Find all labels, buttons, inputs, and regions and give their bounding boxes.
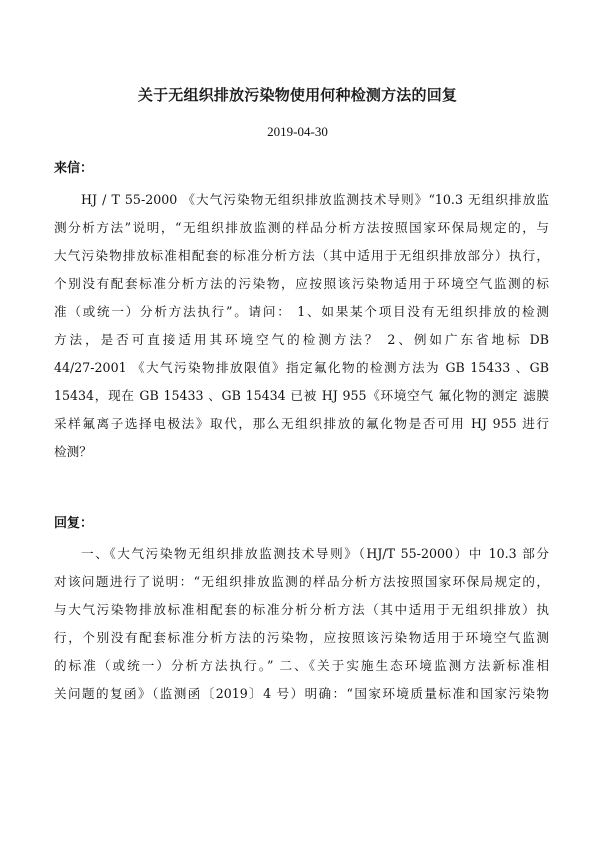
letter-body bbox=[54, 186, 549, 466]
text-line: 大气污染物排放标准相配套的标准分析方法（其中适用于无组织排放部分）执行， bbox=[54, 248, 549, 263]
text-line: HJ / T 55-2000 《大气污染物无组织排放监测技术导则》“10.3 无组织排放监 bbox=[81, 192, 549, 207]
document-date: 2019-04-30 bbox=[267, 124, 328, 139]
text-line: 行，个别没有配套标准分析方法的污染物，应按照该污染物适用于环境空气监测 bbox=[54, 630, 549, 645]
text-line: 测分析方法”说明，“无组织排放监测的样品分析方法按照国家环保局规定的，与 bbox=[54, 220, 549, 235]
document-title: 关于无组织排放污染物使用何种检测方法的回复 bbox=[137, 86, 458, 104]
text-line: 准（或统一）分析方法执行”。请问： 1、如果某个项目没有无组织排放的检测 bbox=[54, 304, 549, 319]
text-line: 采样氟离子选择电极法》取代，那么无组织排放的氟化物是否可用 HJ 955 进行 bbox=[54, 416, 549, 431]
text-line: 方法，是否可直接适用其环境空气的检测方法？ 2、例如广东省地标 DB bbox=[54, 332, 549, 347]
letter-heading: 来信： bbox=[54, 161, 94, 176]
text-line: 的标准（或统一）分析方法执行。” 二、《关于实施生态环境监测方法新标准相 bbox=[54, 658, 549, 673]
text-line: 与大气污染物排放标准相配套的标准分析分析方法（其中适用于无组织排放）执 bbox=[54, 602, 549, 617]
reply-body bbox=[54, 540, 549, 708]
text-line: 个别没有配套标准分析方法的污染物，应按照该污染物适用于环境空气监测的标 bbox=[54, 276, 549, 291]
text-line: 对该问题进行了说明：“无组织排放监测的样品分析方法按照国家环保局规定的， bbox=[54, 574, 549, 589]
text-line: 15434，现在 GB 15433 、GB 15434 已被 HJ 955《环境空气 氟化物的测定 滤膜 bbox=[54, 388, 549, 403]
text-line: 关问题的复函》（监测函〔2019〕4 号）明确：“国家环境质量标准和国家污染物 bbox=[54, 686, 549, 701]
reply-heading: 回复： bbox=[54, 516, 94, 531]
text-line: 44/27-2001 《大气污染物排放限值》指定氟化物的检测方法为 GB 15433 、GB bbox=[54, 360, 549, 375]
text-line: 检测？ bbox=[54, 444, 92, 459]
text-line: 一、《大气污染物无组织排放监测技术导则》（HJ/T 55-2000）中 10.3 部分 bbox=[81, 546, 549, 561]
